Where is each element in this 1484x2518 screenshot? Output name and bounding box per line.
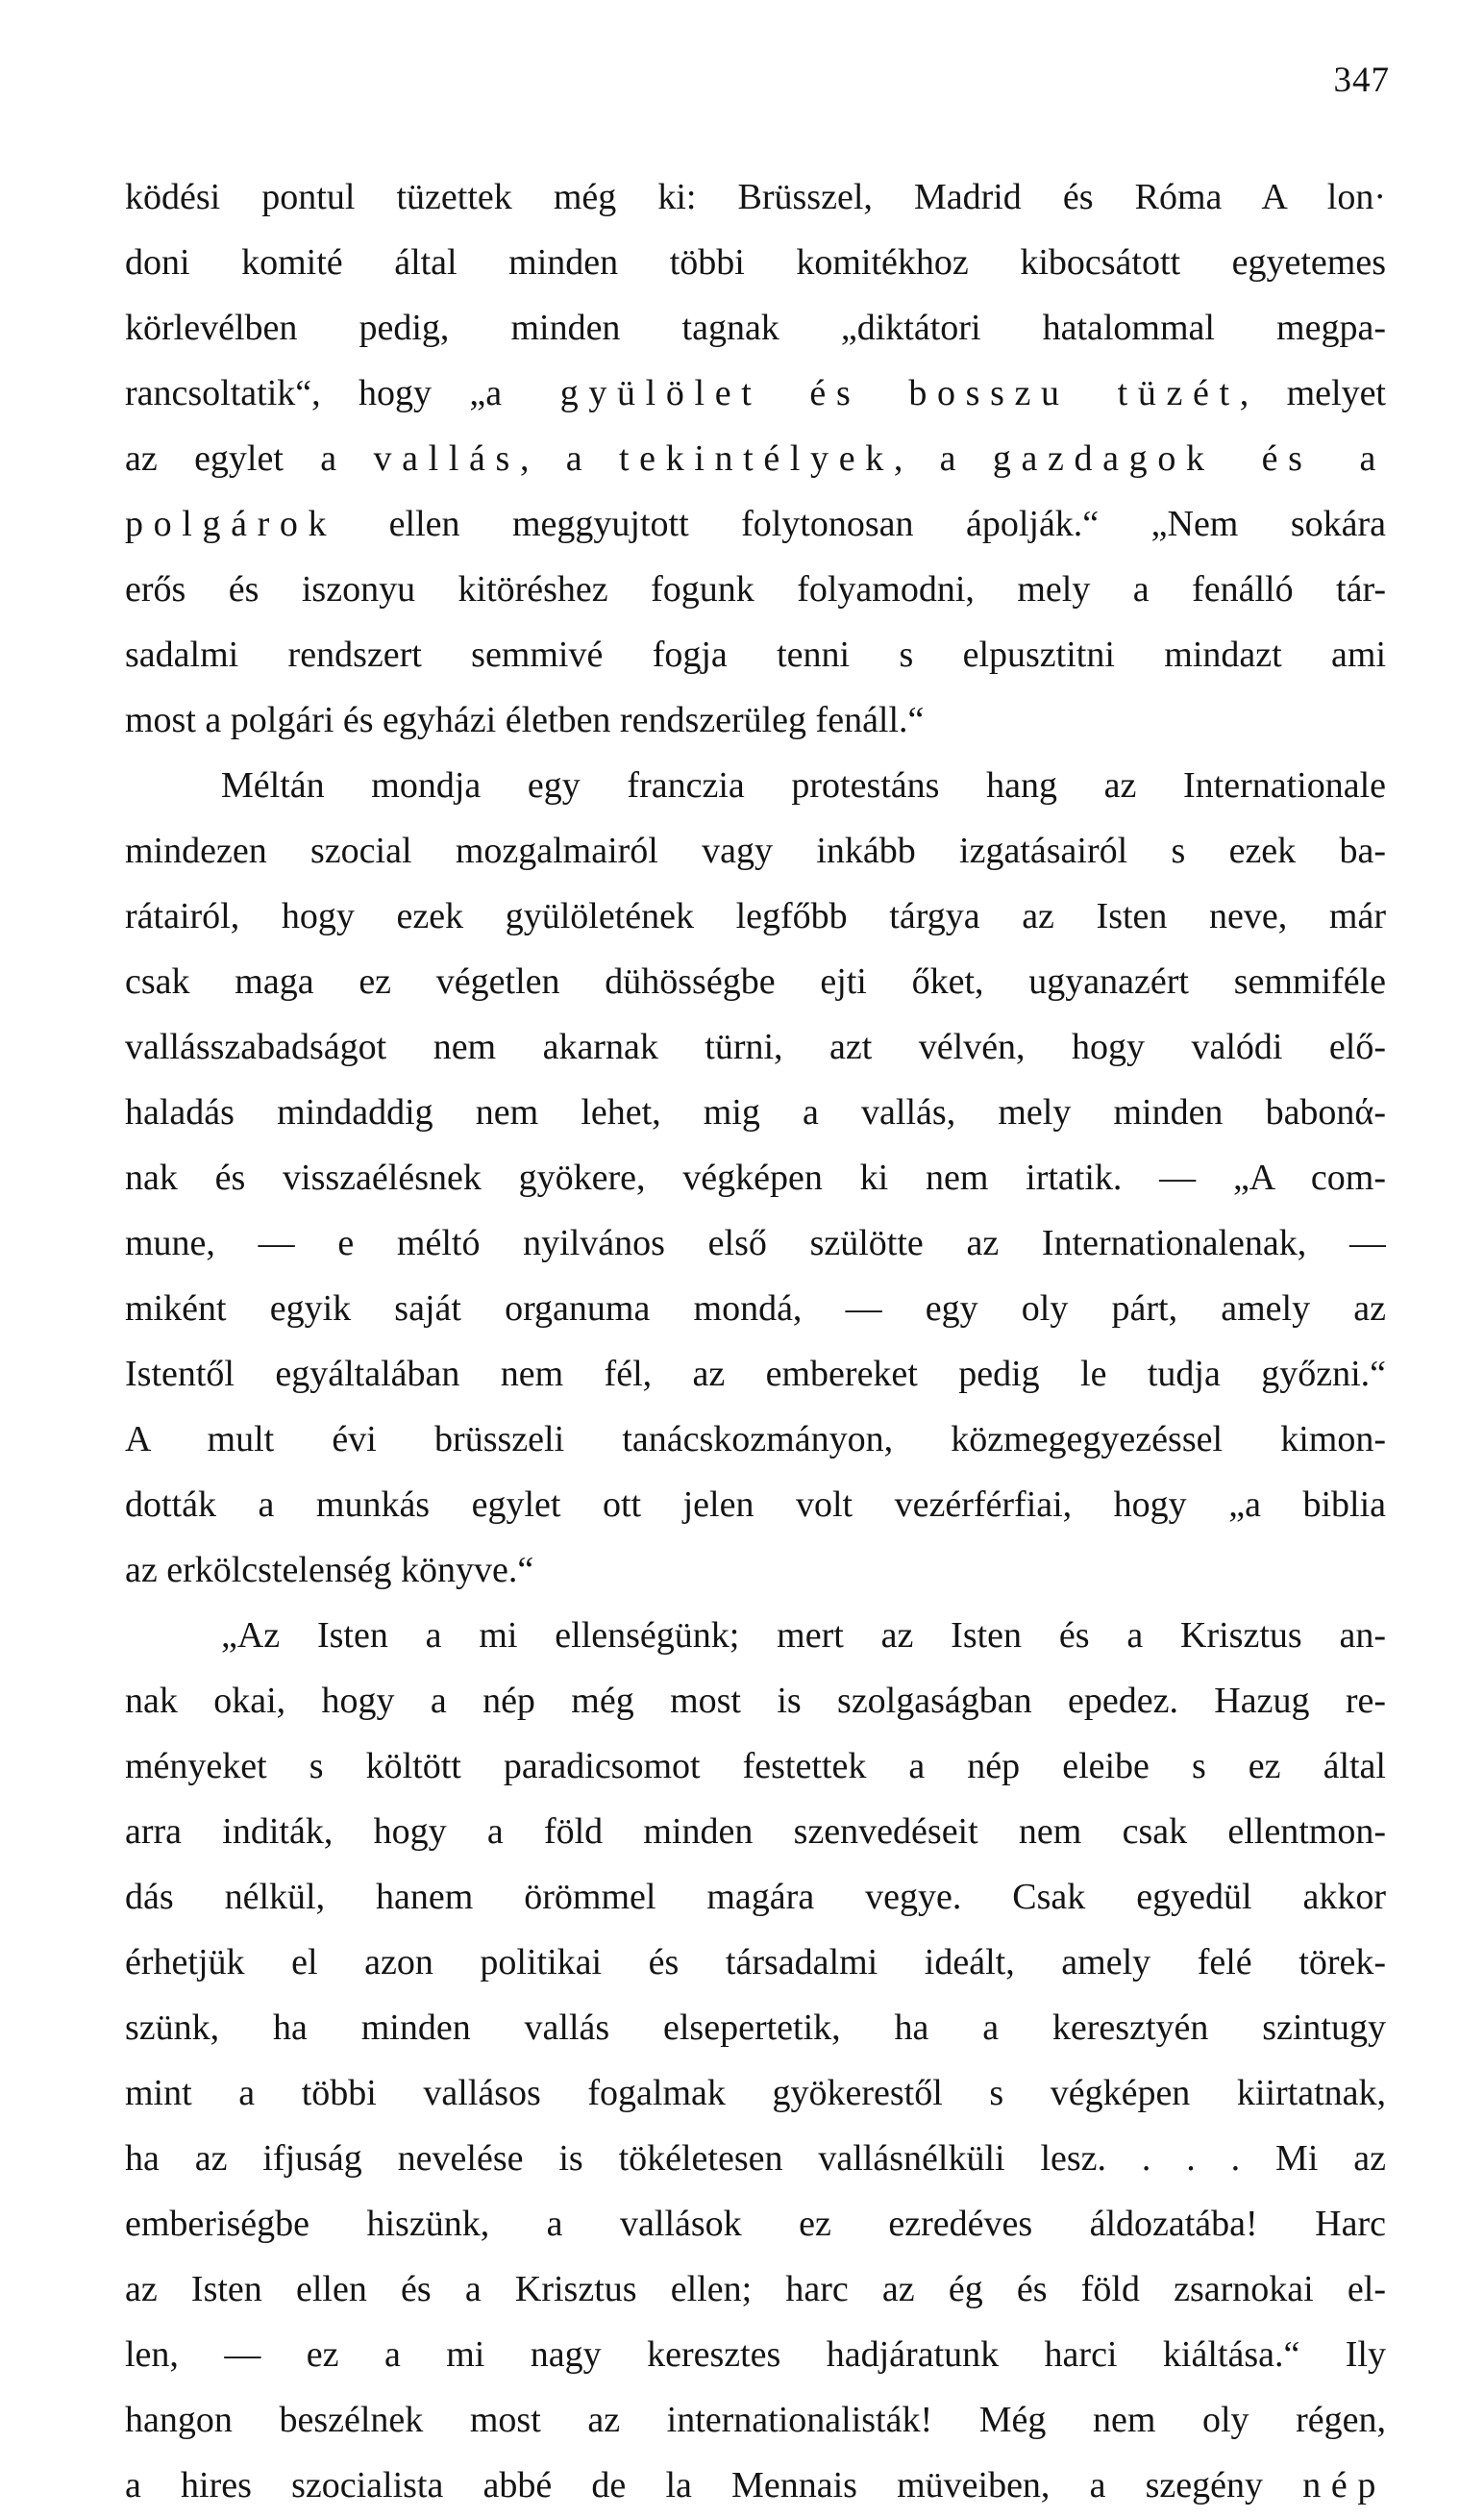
text-line: ha az ifjuság nevelése is tökéletesen vallásnélküli lesz. . . . Mi az: [125, 2138, 1386, 2179]
text-line: mindezen szocial mozgalmairól vagy inkább izgatásairól s ezek ba-: [125, 831, 1386, 871]
text-run: , melyet: [1239, 373, 1386, 413]
text-line: nak okai, hogy a nép még most is szolgaságban epedez. Hazug re-: [125, 1681, 1386, 1721]
text-line: sadalmi rendszert semmivé fogja tenni s elpusztitni mindazt ami: [125, 635, 1386, 675]
emphasized-text: nép: [1302, 2465, 1386, 2506]
text-line: mune, — e méltó nyilvános első szülötte az Internationalenak, —: [125, 1223, 1386, 1263]
text-line: ködési pontul tüzettek még ki: Brüsszel, Madrid és Róma A lon·: [125, 177, 1386, 217]
text-run: rancsoltatik“, hogy „: [125, 373, 486, 413]
text-run: , a: [519, 438, 619, 479]
text-line: Istentől egyáltalában nem fél, az embereket pedig le tudja győzni.“: [125, 1354, 1386, 1394]
text-line: csak maga ez végetlen dühösségbe ejti őket, ugyanazért semmiféle: [125, 961, 1386, 1002]
text-line: rátairól, hogy ezek gyülöletének legfőbb tárgya az Isten neve, már: [125, 896, 1386, 936]
emphasized-text: vallás: [373, 438, 520, 479]
text-line: az erkölcstelenség könyve.“: [125, 1550, 534, 1590]
emphasized-text: polgárok: [125, 504, 337, 544]
paragraph: [125, 164, 1386, 753]
text-line: [125, 426, 1386, 491]
text-line: arra inditák, hogy a föld minden szenvedéseit nem csak ellentmon-: [125, 1811, 1386, 1852]
text-line: dás nélkül, hanem örömmel magára vegye. Csak egyedül akkor: [125, 1877, 1386, 1917]
text-line: mint a többi vallásos fogalmak gyökerestől s végképen kiirtatnak,: [125, 2073, 1386, 2113]
emphasized-text: tekintélyek: [618, 438, 894, 479]
text-line: miként egyik saját organuma mondá, — egy oly párt, amely az: [125, 1288, 1386, 1329]
text-line: [125, 491, 1386, 557]
text-line: nak és visszaélésnek gyökere, végképen ki nem irtatik. — „A com-: [125, 1158, 1386, 1198]
text-run: , a: [893, 438, 993, 479]
text-line: vallásszabadságot nem akarnak türni, azt vélvén, hogy valódi elő-: [125, 1027, 1386, 1067]
text-line: hangon beszélnek most az internationalisták! Még nem oly régen,: [125, 2400, 1386, 2440]
text-line: most a polgári és egyházi életben rendszerüleg fenáll.“: [125, 700, 925, 740]
text-line: doni komité által minden többi komitékhoz kibocsátott egyetemes: [125, 242, 1386, 283]
text-line: „Az Isten a mi ellenségünk; mert az Isten és a Krisztus an-: [221, 1615, 1386, 1656]
text-line: körlevélben pedig, minden tagnak „diktátori hatalommal megpa-: [125, 308, 1386, 348]
page-number: 347: [1333, 61, 1390, 100]
text-line: erős és iszonyu kitöréshez fogunk folyamodni, mely a fenálló tár-: [125, 569, 1386, 610]
text-line: haladás mindaddig nem lehet, mig a vallás, mely minden babonά-: [125, 1092, 1386, 1133]
text-line: érhetjük el azon politikai és társadalmi ideált, amely felé törek-: [125, 1942, 1386, 1982]
text-run: ellen meggyujtott folytonosan ápolják.“ „Nem sokára: [336, 504, 1386, 544]
text-line: szünk, ha minden vallás elsepertetik, ha a keresztyén szintugy: [125, 2007, 1386, 2048]
text-line: [125, 361, 1386, 426]
text-line: [125, 2453, 1386, 2518]
emphasized-text: a gyülölet és bosszu tüzét: [485, 373, 1240, 413]
text-line: emberiségbe hiszünk, a vallások ez ezredéves áldozatába! Harc: [125, 2204, 1386, 2244]
body-text: [125, 164, 1386, 2518]
paragraph: [125, 753, 1386, 1603]
text-line: A mult évi brüsszeli tanácskozmányon, közmegegyezéssel kimon-: [125, 1419, 1386, 1459]
text-line: az Isten ellen és a Krisztus ellen; harc az ég és föld zsarnokai el-: [125, 2269, 1386, 2309]
text-run: a hires szocialista abbé de la Mennais müveiben, a szegény: [125, 2465, 1303, 2506]
text-line: Méltán mondja egy franczia protestáns hang az Internationale: [221, 765, 1386, 806]
text-line: ményeket s költött paradicsomot festettek a nép eleibe s ez által: [125, 1746, 1386, 1786]
text-line: len, — ez a mi nagy keresztes hadjáratunk harci kiáltása.“ Ily: [125, 2334, 1386, 2375]
emphasized-text: gazdagok és a: [992, 438, 1386, 479]
text-run: az egylet a: [125, 438, 374, 479]
paragraph: [125, 1603, 1386, 2518]
text-line: dották a munkás egylet ott jelen volt vezérférfiai, hogy „a biblia: [125, 1484, 1386, 1525]
